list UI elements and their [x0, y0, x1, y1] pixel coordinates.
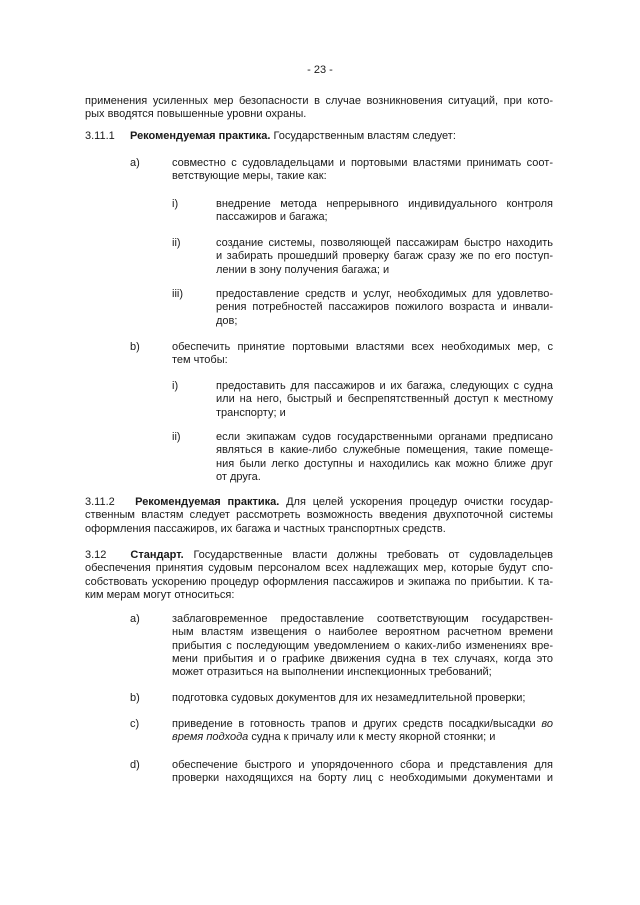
page-number: - 23 -	[307, 64, 333, 76]
subitem-label: i)	[172, 198, 179, 210]
text-line: ветствующие меры, такие как:	[172, 170, 327, 183]
subitem-label: ii)	[172, 431, 181, 443]
item-label: d)	[130, 759, 140, 771]
recommended-practice-label: Рекомендуемая практика.	[135, 496, 280, 508]
list-subitem	[216, 380, 553, 420]
text-line: и забирать прошедший проверку багаж сразу же по его поступ-	[216, 250, 553, 263]
text-line: дов;	[216, 314, 238, 327]
text-line: предоставление средств и услуг, необходимых для удовлетво-	[216, 288, 553, 300]
text-line	[85, 549, 553, 562]
item-label: a)	[130, 157, 140, 169]
text-segment: судна к причалу или к месту якорной стоянки; и	[248, 731, 496, 744]
list-item	[172, 613, 553, 679]
text-line: ния были легко доступны и находились как можно ближе друг	[216, 457, 553, 470]
text-line: совместно с судовладельцами и портовыми властями принимать соот-	[172, 157, 553, 169]
text-line: создание системы, позволяющей пассажирам быстро находить	[216, 237, 553, 249]
text-line: тем чтобы:	[172, 354, 228, 367]
text-line: оформления пассажиров, их багажа и частных транспортных средств.	[85, 522, 446, 535]
text-line: мени прибытия и о графике движения судна в тех случаях, когда это	[172, 652, 553, 665]
text-line: транспорту; и	[216, 406, 286, 419]
section-text: Государственные власти должны требовать от судовладельцев	[183, 549, 553, 561]
list-item	[172, 692, 553, 705]
list-subitem	[216, 237, 553, 277]
standard-label: Стандарт.	[130, 549, 184, 561]
section-number: 3.11.1	[85, 130, 115, 142]
subitem-label: i)	[172, 380, 179, 392]
text-line: обеспечение быстрого и упорядоченного сбора и представления для	[172, 759, 553, 771]
text-line	[85, 496, 553, 509]
subitem-label: ii)	[172, 237, 181, 249]
section-3-11-2	[85, 496, 553, 536]
text-line: или на него, быстрый и беспрепятственный доступ к местному	[216, 393, 553, 406]
text-line: ственным властям следует рассмотреть возможность введения двухпоточной системы	[85, 509, 553, 522]
section-3-12	[85, 549, 553, 602]
text-line: если экипажам судов государственными органами предписано	[216, 431, 553, 443]
text-line: внедрение метода непрерывного индивидуального контроля	[216, 198, 553, 210]
text-line: рения потребностей пассажиров пожилого возраста и инвали-	[216, 301, 553, 314]
text-line: обеспечения принятия судовым персоналом всех надлежащих мер, которые будут спо-	[85, 562, 553, 575]
text-line: проверки находящихся на борту лиц с необходимыми документами и	[172, 772, 553, 785]
section-number: 3.11.2	[85, 496, 115, 508]
item-label: c)	[130, 718, 140, 730]
list-subitem	[216, 431, 553, 484]
list-item	[172, 718, 553, 745]
text-line: подготовка судовых документов для их незамедлительной проверки;	[172, 692, 526, 704]
list-item	[172, 341, 553, 368]
list-subitem	[216, 288, 553, 328]
text-line	[172, 718, 553, 731]
text-line: собствовать ускорению процедур оформления пассажиров и экипажа по прибытии. К та-	[85, 575, 553, 588]
section-number: 3.12	[85, 549, 107, 561]
text-line	[172, 731, 553, 744]
italic-text: время подхода	[172, 731, 249, 744]
list-item	[172, 759, 553, 786]
section-text: Для целей ускорения процедур очистки государ-	[279, 496, 554, 508]
item-label: b)	[130, 692, 140, 704]
text-line: применения усиленных мер безопасности в случае возникновения ситуаций, при кото-	[85, 95, 553, 107]
text-line: от друга.	[216, 470, 261, 483]
text-line: предоставить для пассажиров и их багажа, следующих с судна	[216, 380, 553, 392]
section-text: Государственным властям следует:	[270, 130, 456, 142]
list-item	[172, 157, 553, 184]
text-line: прибытия с последующим уведомлением о каких-либо изменениях вре-	[172, 639, 553, 652]
recommended-practice-label: Рекомендуемая практика.	[130, 130, 271, 142]
text-segment: приведение в готовность трапов и других средств посадки/высадки	[172, 718, 542, 730]
text-line: обеспечить принятие портовыми властями всех необходимых мер, с	[172, 341, 553, 353]
text-line: заблаговременное предоставление соответствующим государствен-	[172, 613, 553, 625]
text-line: ным властям извещения о наиболее вероятном расчетном времени	[172, 626, 553, 639]
text-line: может отразиться на выполнении инспекционных требований;	[172, 666, 492, 679]
intro-paragraph	[85, 95, 553, 122]
text-line: ким мерам могут относиться:	[85, 588, 235, 601]
text-line: лении в зону получения багажа; и	[216, 263, 390, 276]
subitem-label: iii)	[172, 288, 183, 300]
list-subitem	[216, 198, 553, 225]
text-line: рых вводятся повышенные уровни охраны.	[85, 108, 307, 121]
text-line: являться в какие-либо служебные помещения, такие помеще-	[216, 444, 553, 457]
item-label: b)	[130, 341, 140, 353]
text-line: пассажиров и багажа;	[216, 211, 328, 224]
section-heading	[130, 130, 553, 143]
item-label: a)	[130, 613, 140, 625]
italic-text: во	[541, 718, 553, 730]
